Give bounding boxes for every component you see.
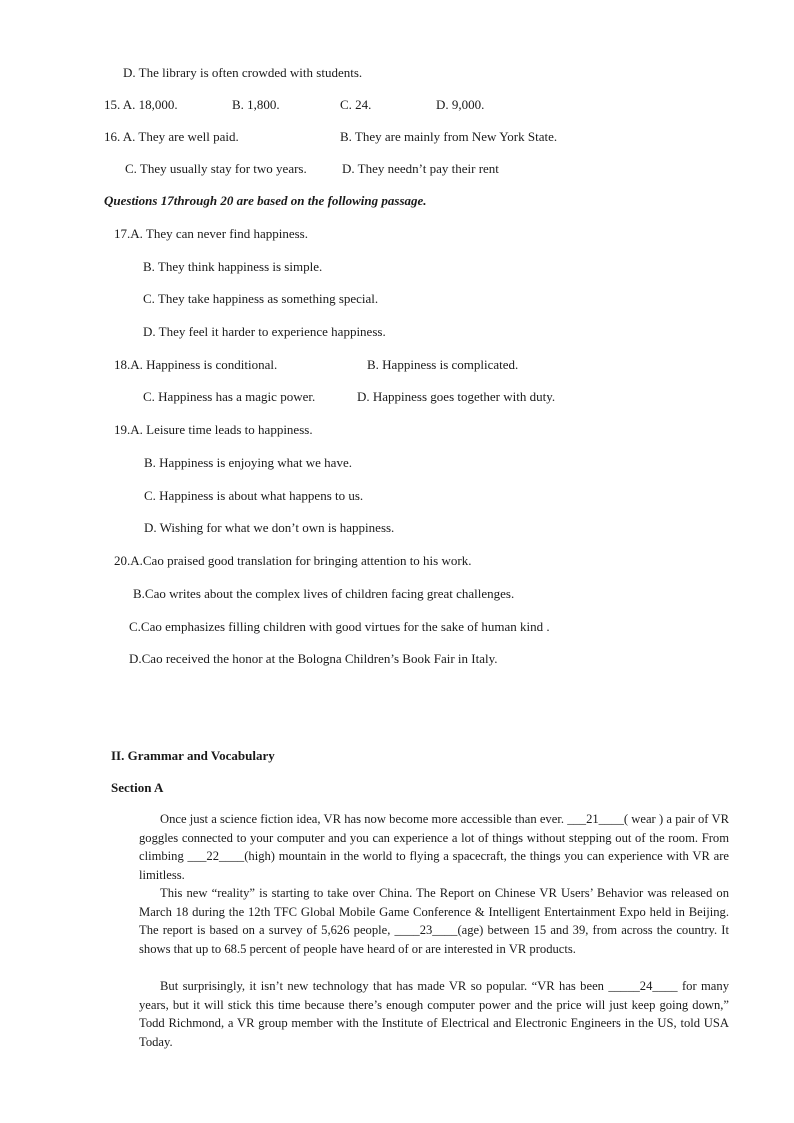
q19-option-c: C. Happiness is about what happens to us. xyxy=(144,488,364,503)
q18-option-b: B. Happiness is complicated. xyxy=(367,357,519,372)
passage-paragraph-3: But surprisingly, it isn’t new technology that has made VR so popular. “VR has been _____24____ for many years, but it will stick this time because there’s enough computer power and the price will just keep going down,” Todd Richmond, a VR group member with the Institute of Electrical and Electronic Engineers in the US, told USA Today. xyxy=(139,979,729,1049)
q18-option-a: 18.A. Happiness is conditional. xyxy=(114,357,278,372)
section-title: II. Grammar and Vocabulary xyxy=(111,748,275,763)
q16-option-c: C. They usually stay for two years. xyxy=(125,161,307,176)
q17-option-d: D. They feel it harder to experience happiness. xyxy=(143,324,386,339)
passage-paragraph-2: This new “reality” is starting to take over China. The Report on Chinese VR Users’ Behavior was released on March 18 during the 12th TFC Global Mobile Game Conference & Intelligent Entertainment Expo held in Beijing. The report is based on a survey of 5,626 people, ____23____(age) between 15 and 39, from across the country. It shows that up to 68.5 percent of people have heard of or are interested in VR products. xyxy=(139,886,729,956)
passage-paragraph-1: Once just a science fiction idea, VR has now become more accessible than ever. ___21____( wear ) a pair of VR goggles connected to your computer and you can experience a lot of things without stepping out of the room. From climbing ___22____(high) mountain in the world to flying a spacecraft, the things you can experience with VR are limitless. xyxy=(139,812,729,882)
q18-option-c: C. Happiness has a magic power. xyxy=(143,389,316,404)
q17-option-b: B. They think happiness is simple. xyxy=(143,259,323,274)
section-subtitle: Section A xyxy=(111,780,164,795)
q20-option-b: B.Cao writes about the complex lives of children facing great challenges. xyxy=(133,586,515,601)
q18-option-d: D. Happiness goes together with duty. xyxy=(357,389,556,404)
q14-option-d: D. The library is often crowded with students. xyxy=(123,65,363,80)
q16-option-a: 16. A. They are well paid. xyxy=(104,129,239,144)
q19-option-b: B. Happiness is enjoying what we have. xyxy=(144,455,352,470)
q16-option-b: B. They are mainly from New York State. xyxy=(340,129,558,144)
q20-option-c: C.Cao emphasizes filling children with good virtues for the sake of human kind . xyxy=(129,619,550,634)
q19-option-d: D. Wishing for what we don’t own is happiness. xyxy=(144,520,395,535)
q17-option-c: C. They take happiness as something special. xyxy=(143,291,379,306)
q20-option-a: 20.A.Cao praised good translation for bringing attention to his work. xyxy=(114,553,472,568)
q15-option-c: C. 24. xyxy=(340,97,372,112)
q15-option-b: B. 1,800. xyxy=(232,97,280,112)
q16-option-d: D. They needn’t pay their rent xyxy=(342,161,499,176)
q19-option-a: 19.A. Leisure time leads to happiness. xyxy=(114,422,313,437)
q15-option-d: D. 9,000. xyxy=(436,97,485,112)
q17-option-a: 17.A. They can never find happiness. xyxy=(114,226,308,241)
q15-option-a: 15. A. 18,000. xyxy=(104,97,178,112)
passage-heading: Questions 17through 20 are based on the following passage. xyxy=(104,193,427,208)
q20-option-d: D.Cao received the honor at the Bologna Children’s Book Fair in Italy. xyxy=(129,651,498,666)
